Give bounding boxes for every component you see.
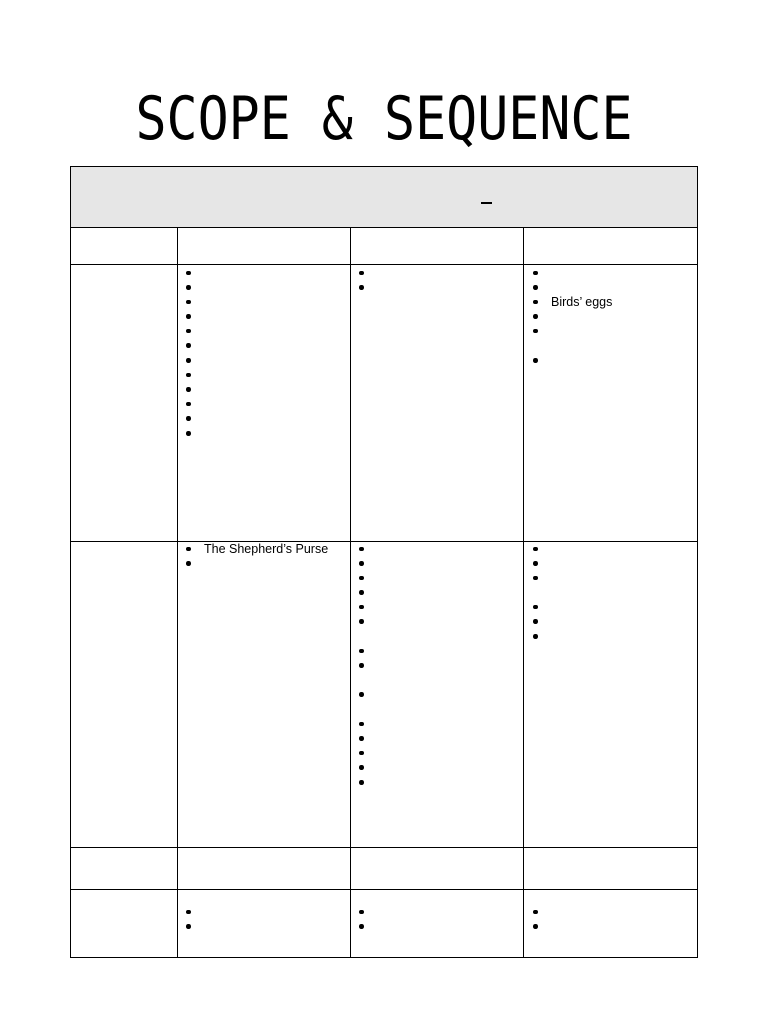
row1-col3-cell [358,266,377,295]
row2-col2-cell [185,542,328,571]
list-item [358,615,377,630]
row2-col4-cell [532,542,551,644]
list-item [185,324,204,339]
list-item [185,427,204,442]
list-item [358,281,377,296]
table-rule [70,541,698,542]
list-item: The Shepherd’s Purse [185,542,328,557]
list-item [532,557,551,572]
list-item [185,383,204,398]
list-item [532,630,551,645]
list-item [532,600,551,615]
table-rule [70,227,698,228]
row1-col2-cell [185,266,204,441]
list-item [358,746,377,761]
list-item [358,761,377,776]
list-item [185,339,204,354]
list-item [358,905,377,920]
row1-col4-cell [532,266,612,368]
page-title: SCOPE & SEQUENCE [135,84,633,154]
table-rule [70,264,698,265]
table-header-band [71,167,697,227]
list-item [185,281,204,296]
list-item [532,324,612,339]
list-item [532,571,551,586]
list-item [532,920,551,935]
list-item [185,557,328,572]
list-item: Birds’ eggs [532,295,612,310]
list-item [532,542,551,557]
list-item [185,295,204,310]
list-item [358,732,377,747]
list-item [358,600,377,615]
table-border-bottom [70,957,698,958]
table-rule [70,889,698,890]
list-item [185,354,204,369]
column-divider [350,227,351,958]
list-item [185,310,204,325]
column-divider [523,227,524,958]
list-item [358,542,377,557]
list-item [185,397,204,412]
row2-col3-cell [358,542,377,790]
list-item [532,354,612,369]
row4-col2-cell [185,905,204,934]
list-item [532,310,612,325]
list-item [185,368,204,383]
list-item [358,717,377,732]
table-border-right [697,166,698,958]
list-item [358,644,377,659]
list-item [532,615,551,630]
list-item [358,688,377,703]
list-item [185,905,204,920]
list-item [358,266,377,281]
list-item [358,557,377,572]
row4-col3-cell [358,905,377,934]
table-rule [70,847,698,848]
list-item [358,571,377,586]
list-item [185,412,204,427]
table-border-top [70,166,698,167]
list-item [358,776,377,791]
list-item [185,266,204,281]
header-dash-mark [481,202,492,204]
list-item [358,920,377,935]
list-item [185,920,204,935]
table-border-left [70,166,71,958]
list-item [532,266,612,281]
list-item [532,281,612,296]
row4-col4-cell [532,905,551,934]
list-item [532,905,551,920]
list-item [358,586,377,601]
list-item [358,659,377,674]
column-divider [177,227,178,958]
